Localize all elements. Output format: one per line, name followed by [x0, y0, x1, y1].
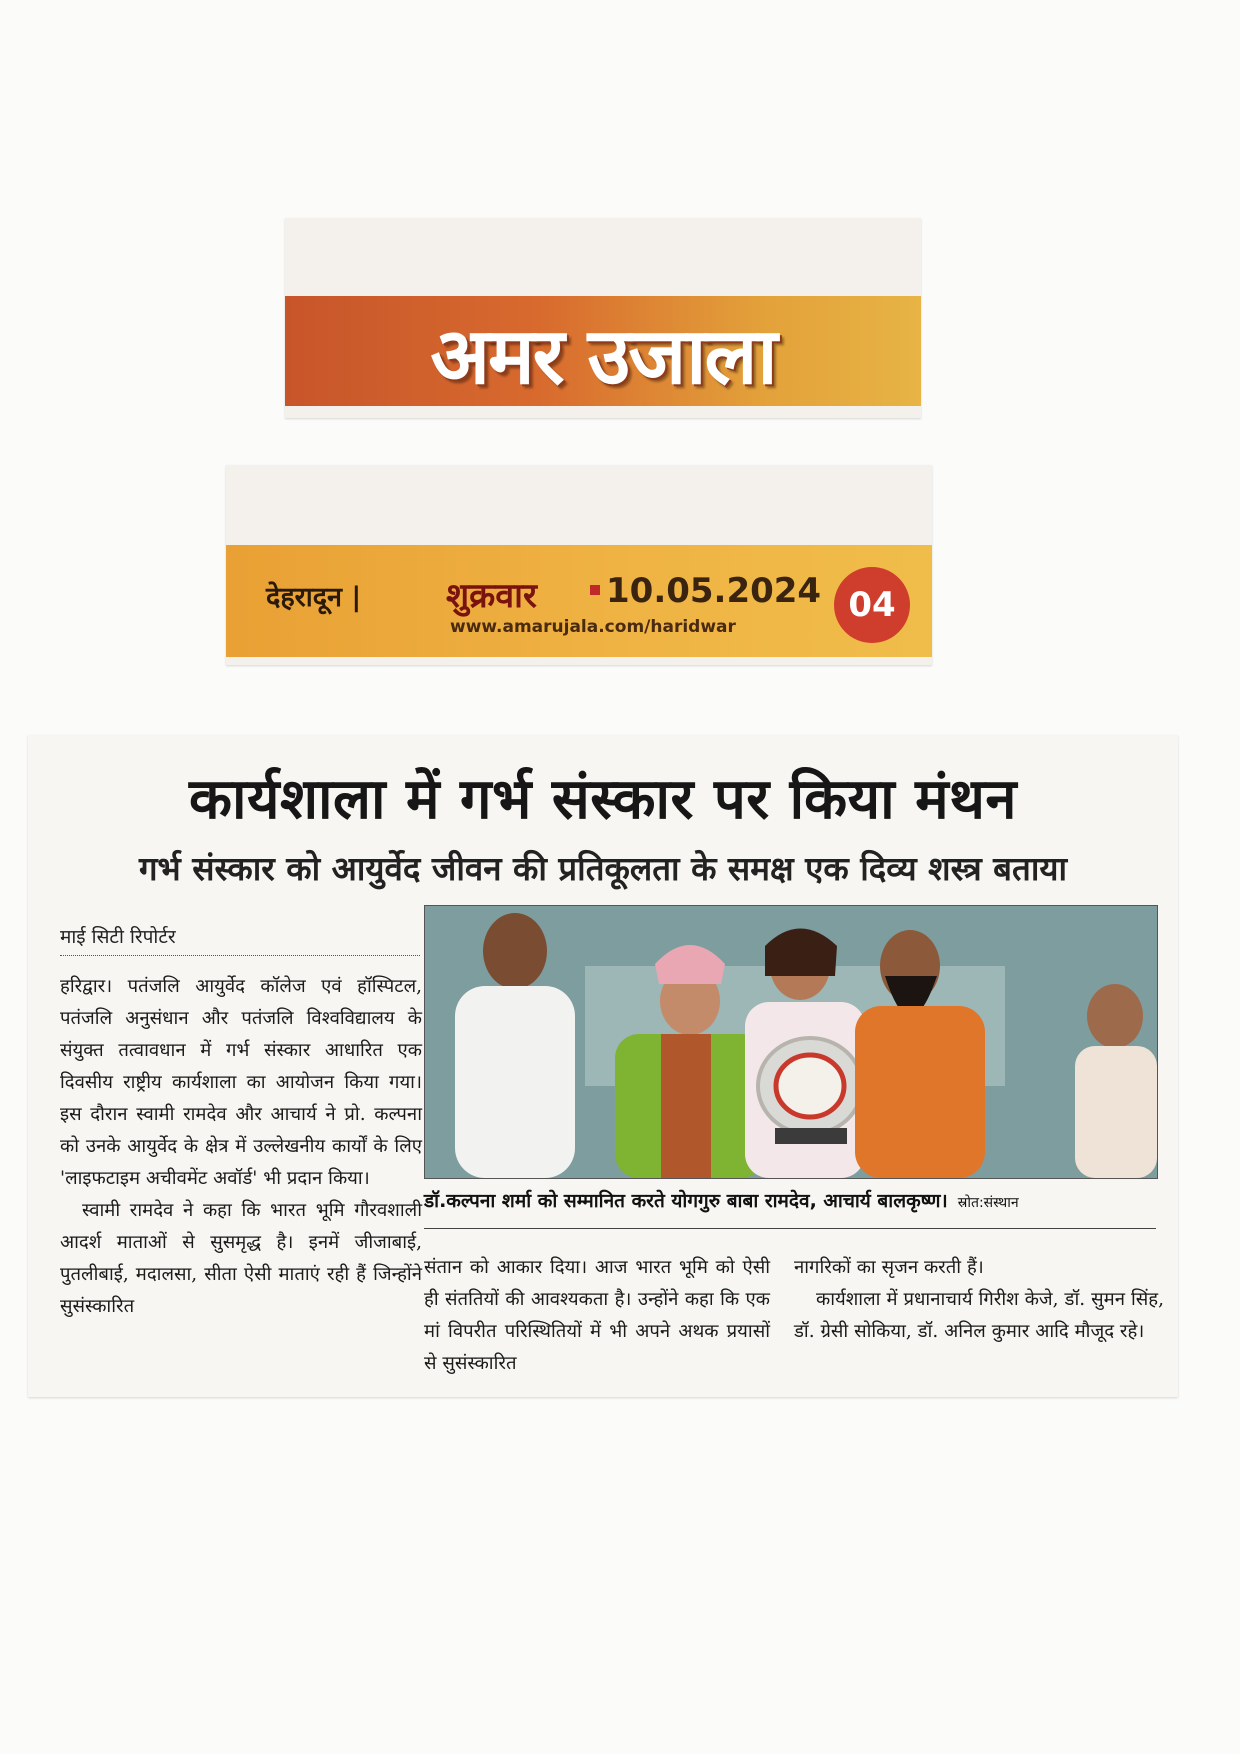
article-clipping [28, 735, 1178, 1397]
article-subheadline: गर्भ संस्कार को आयुर्वेद जीवन की प्रतिकूलता के समक्ष एक दिव्य शस्त्र बताया [138, 849, 1068, 888]
dateline-clipping [226, 465, 932, 665]
article-headline: कार्यशाला में गर्भ संस्कार पर किया मंथन [188, 767, 1018, 832]
article-byline: माई सिटी रिपोर्टर [60, 926, 176, 948]
article-paragraph: हरिद्वार। पतंजलि आयुर्वेद कॉलेज एवं हॉस्पिटल, पतंजलि अनुसंधान और पतंजलि विश्वविद्यालय के संयुक्त तत्वावधान में गर्भ संस्कार आधारित एक दिवसीय राष्ट्रीय कार्यशाला का आयोजन किया गया। इस दौरान स्वामी रामदेव और आचार्य ने प्रो. कल्पना को उनके आयुर्वेद के क्षेत्र में उल्लेखनीय कार्यों के लिए 'लाइफटाइम अचीवमेंट अवॉर्ड' भी प्रदान किया। [60, 976, 422, 1189]
photo-caption [424, 1187, 1156, 1213]
article-column-3 [794, 1252, 1164, 1348]
article-paragraph: कार्यशाला में प्रधानाचार्य गिरीश केजे, डॉ. सुमन सिंह, डॉ. ग्रेसी सोकिया, डॉ. अनिल कुमार आदि मौजूद रहे। [794, 1289, 1164, 1342]
award-photo [424, 905, 1158, 1179]
edition-url: www.amarujala.com/haridwar [450, 617, 736, 637]
article-paragraph: संतान को आकार दिया। आज भारत भूमि को ऐसी ही संततियों की आवश्यकता है। उन्होंने कहा कि एक मां विपरीत परिस्थितियों में भी अपने अथक प्रयासों से सुसंस्कारित [424, 1257, 770, 1374]
edition-date: 10.05.2024 [606, 571, 822, 611]
edition-city: देहरादून | [266, 582, 362, 613]
photo-caption-text: डॉ.कल्पना शर्मा को सम्मानित करते योगगुरु बाबा रामदेव, आचार्य बालकृष्ण। [424, 1190, 948, 1212]
article-column-2 [424, 1252, 770, 1380]
photo-credit: स्रोत:संस्थान [957, 1195, 1019, 1211]
article-paragraph: नागरिकों का सृजन करती हैं। [794, 1257, 984, 1278]
masthead-clipping [285, 218, 921, 418]
article-paragraph: स्वामी रामदेव ने कहा कि भारत भूमि गौरवशाली आदर्श माताओं से सुसमृद्ध है। इनमें जीजाबाई, पुतलीबाई, मदालसा, सीता ऐसी माताएं रही हैं जिन्होंने सुसंस्कारित [60, 1200, 422, 1317]
newspaper-logo: अमर उजाला [430, 312, 776, 402]
separator-square-icon [590, 585, 600, 595]
caption-divider [424, 1228, 1156, 1229]
article-column-1 [60, 971, 422, 1323]
award-photo-illustration [425, 906, 1157, 1178]
edition-day: शुक्रवार [446, 576, 537, 616]
page-number-badge: 04 [834, 567, 910, 643]
byline-divider [60, 955, 420, 956]
